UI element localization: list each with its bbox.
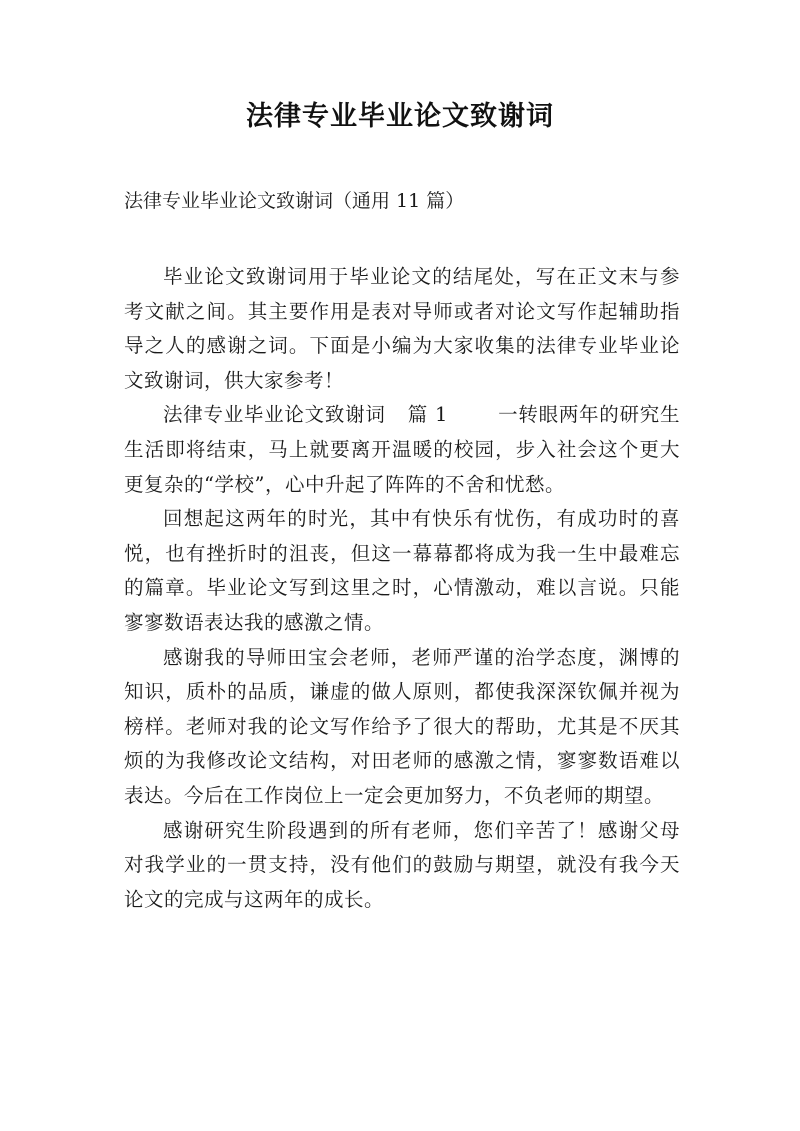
document-title: 法律专业毕业论文致谢词 [246, 101, 554, 132]
paragraph-reflection: 回想起这两年的时光，其中有快乐有忧伤，有成功时的喜悦，也有挫折时的沮丧，但这一幕幕都将成为我一生中最难忘的篇章。毕业论文写到这里之时，心情激动，难以言说。只能寥寥数语表达我的感激之情。 [124, 507, 680, 634]
section-number: 篇 1 [407, 403, 448, 427]
section-text: 一转眼两年的研究生生活即将结束，马上就要离开温暖的校园，步入社会这个更大更复杂的“学校”，心中升起了阵阵的不舍和忧愁。 [124, 403, 680, 496]
paragraph-intro: 毕业论文致谢词用于毕业论文的结尾处，写在正文末与参考文献之间。其主要作用是表对导师或者对论文写作起辅助指导之人的感谢之词。下面是小编为大家收集的法律专业毕业论文致谢词，供大家参考！ [124, 265, 680, 392]
document-subtitle: 法律专业毕业论文致谢词（通用 11 篇） [124, 190, 465, 212]
document-body [124, 260, 680, 917]
paragraph-section-1 [124, 398, 680, 502]
paragraph-thanks-teachers-parents: 感谢研究生阶段遇到的所有老师，您们辛苦了！感谢父母对我学业的一贯支持，没有他们的鼓励与期望，就没有我今天论文的完成与这两年的成长。 [124, 818, 680, 911]
section-heading: 法律专业毕业论文致谢词 [163, 403, 386, 427]
paragraph-thanks-advisor: 感谢我的导师田宝会老师，老师严谨的治学态度，渊博的知识，质朴的品质，谦虚的做人原则，都使我深深钦佩并视为榜样。老师对我的论文写作给予了很大的帮助，尤其是不厌其烦的为我修改论文结构，对田老师的感激之情，寥寥数语难以表达。今后在工作岗位上一定会更加努力，不负老师的期望。 [124, 645, 680, 807]
